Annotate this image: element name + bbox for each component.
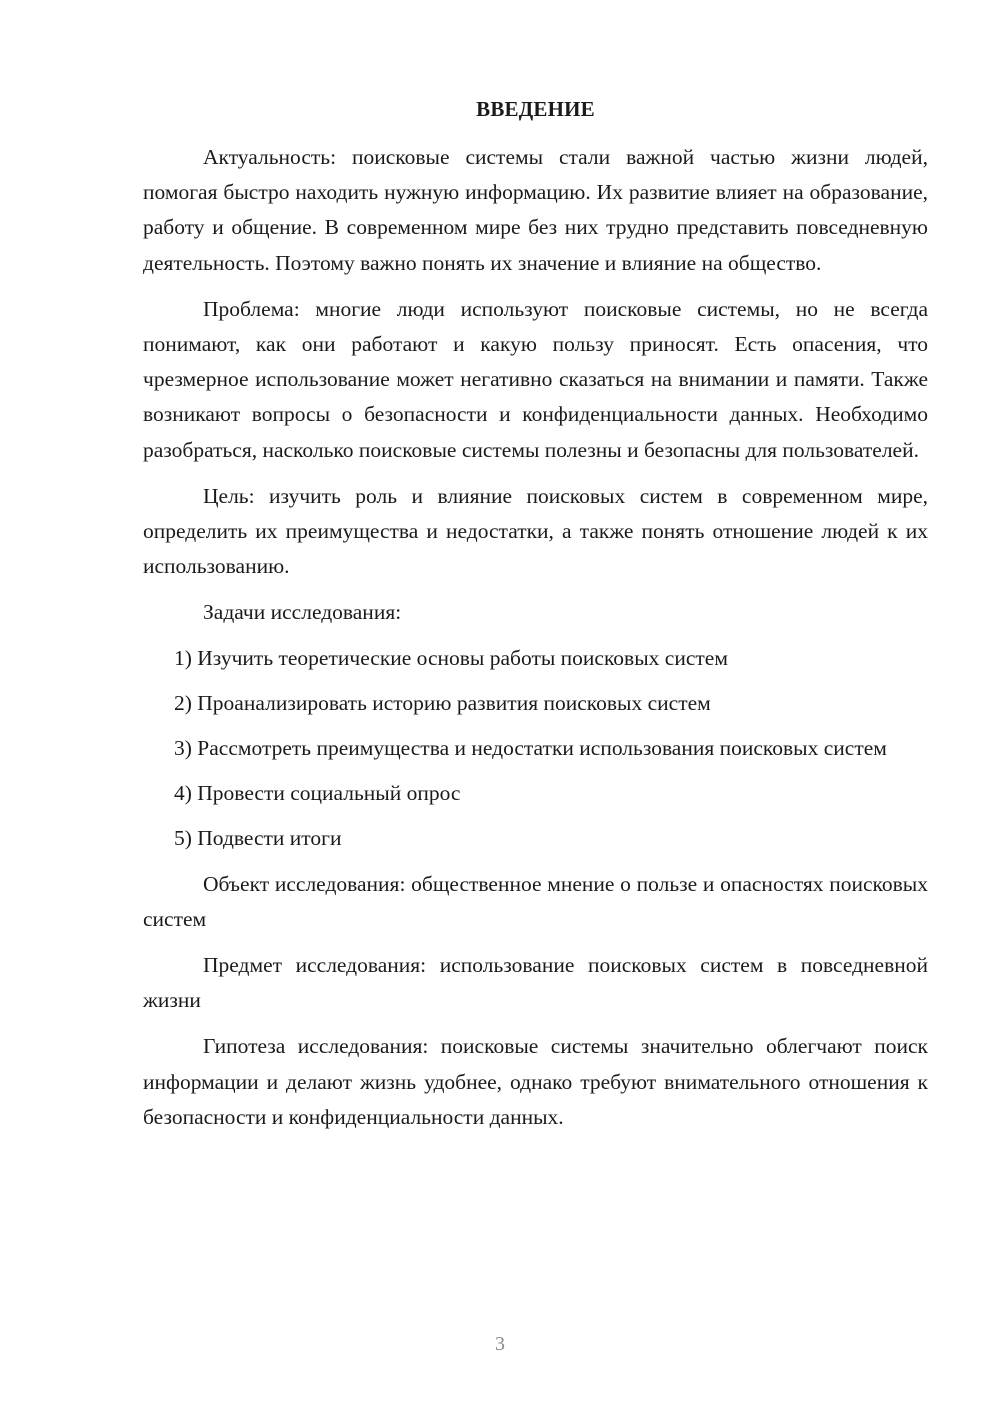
tasks-heading: Задачи исследования: [203,600,402,625]
paragraph-goal: Цель: изучить роль и влияние поисковых систем в современном мире, определить их преимущества и недостатки, а также понять отношение людей к их использованию. [143,483,928,579]
document-page [143,92,928,1146]
list-item: 4) Провести социальный опрос [174,781,461,806]
paragraph-subject: Предмет исследования: использование поисковых систем в повседневной жизни [143,953,928,1013]
paragraph-problem: Проблема: многие люди используют поисковые системы, но не всегда понимают, как они работают и какую пользу приносят. Есть опасения, что чрезмерное использование может негативно сказаться на внимании и памяти. Также возникают вопросы о безопасности и конфиденциальности данных. Необходимо разобраться, насколько поисковые системы полезны и безопасны для пользователей. [143,296,928,462]
list-item: 3) Рассмотреть преимущества и недостатки использования поисковых систем [174,736,887,761]
page-number: 3 [495,1333,505,1355]
paragraph-hypothesis: Гипотеза исследования: поисковые системы значительно облегчают поиск информации и делают жизнь удобнее, однако требуют внимательного отношения к безопасности и конфиденциальности данных. [143,1034,928,1129]
list-item: 5) Подвести итоги [174,826,342,851]
list-item: 1) Изучить теоретические основы работы поисковых систем [174,645,728,670]
list-item: 2) Проанализировать историю развития поисковых систем [174,690,711,715]
page-title: ВВЕДЕНИЕ [476,97,595,121]
paragraph-relevance: Актуальность: поисковые системы стали важной частью жизни людей, помогая быстро находить нужную информацию. Их развитие влияет на образование, работу и общение. В современном мире без них трудно представить повседневную деятельность. Поэтому важно понять их значение и влияние на общество. [143,145,928,275]
tasks-list [143,641,928,857]
paragraph-object: Объект исследования: общественное мнение о пользе и опасностях поисковых систем [143,871,928,931]
